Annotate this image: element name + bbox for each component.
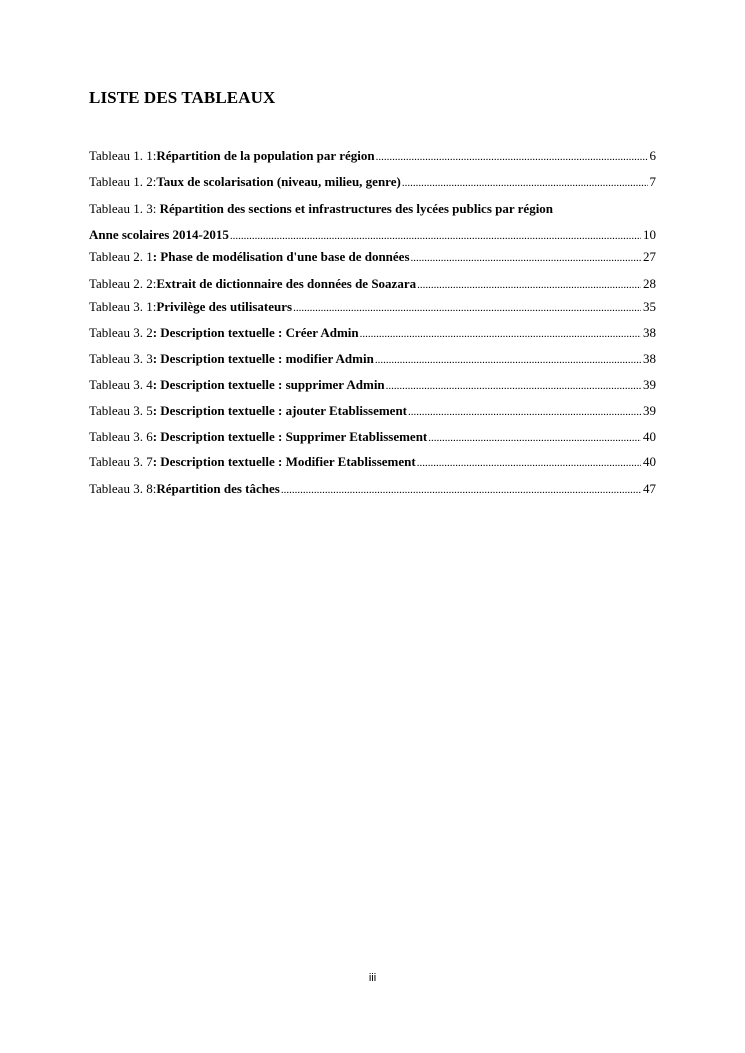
entry-number: Tableau 1. 3: xyxy=(89,201,160,216)
entry-title: Répartition de la population par région xyxy=(156,148,375,163)
leader-dots xyxy=(360,326,641,342)
entry-title: : Description textuelle : modifier Admin xyxy=(152,351,374,366)
entry-number: Tableau 3. 8: xyxy=(89,481,157,496)
entry-title: : Description textuelle : Modifier Etablissement xyxy=(152,454,416,469)
page-title: LISTE DES TABLEAUX xyxy=(89,88,276,107)
entry-number: Tableau 3. 2 xyxy=(89,325,153,340)
entry-page: 39 xyxy=(643,377,656,392)
entry-page: 38 xyxy=(643,325,656,340)
entry-number: Tableau 3. 5 xyxy=(89,403,153,418)
leader-dots xyxy=(281,482,641,498)
entry-page: 10 xyxy=(643,227,656,242)
entry-page: 40 xyxy=(643,429,656,444)
entry-page: 7 xyxy=(649,174,656,189)
entry-number: Tableau 3. 4 xyxy=(89,377,153,392)
entry-page: 27 xyxy=(643,249,656,264)
leader-dots xyxy=(386,378,641,394)
entry-title: : Description textuelle : Créer Admin xyxy=(152,325,359,340)
entry-title: : Description textuelle : ajouter Etablissement xyxy=(152,403,408,418)
entry-page: 6 xyxy=(649,148,656,163)
leader-dots xyxy=(402,175,648,191)
list-item[interactable] xyxy=(89,351,656,368)
entry-title: Répartition des sections et infrastructures des lycées publics par région xyxy=(159,201,554,216)
entry-number: Tableau 3. 6 xyxy=(89,429,153,444)
entry-number: Tableau 1. 2: xyxy=(89,174,157,189)
list-item[interactable] xyxy=(89,276,656,293)
list-item[interactable] xyxy=(89,429,656,446)
leader-dots xyxy=(375,352,641,368)
entry-page: 47 xyxy=(643,481,656,496)
entry-title: Taux de scolarisation (niveau, milieu, genre) xyxy=(156,174,401,189)
entry-page: 35 xyxy=(643,299,656,314)
entry-title: : Phase de modélisation d'une base de données xyxy=(152,249,410,264)
entry-title-continued: Anne scolaires 2014-2015 xyxy=(89,227,229,242)
entry-number: Tableau 3. 3 xyxy=(89,351,153,366)
entry-number: Tableau 2. 1 xyxy=(89,249,153,264)
leader-dots xyxy=(376,149,648,165)
entry-number: Tableau 3. 7 xyxy=(89,454,153,469)
entry-title: : Description textuelle : supprimer Admin xyxy=(152,377,385,392)
leader-dots xyxy=(230,228,641,244)
entry-title: Privilège des utilisateurs xyxy=(156,299,293,314)
list-item[interactable] xyxy=(89,148,656,165)
entry-page: 38 xyxy=(643,351,656,366)
leader-dots xyxy=(417,277,641,293)
entry-page: 28 xyxy=(643,276,656,291)
page-number: iii xyxy=(368,972,377,984)
list-item[interactable] xyxy=(89,377,656,394)
leader-dots xyxy=(408,404,641,420)
entry-page: 39 xyxy=(643,403,656,418)
entry-page: 40 xyxy=(643,454,656,469)
entry-title: Répartition des tâches xyxy=(156,481,280,496)
leader-dots xyxy=(428,430,641,446)
list-item[interactable] xyxy=(89,201,656,244)
entry-title: : Description textuelle : Supprimer Etablissement xyxy=(152,429,428,444)
list-item[interactable] xyxy=(89,481,656,498)
list-item[interactable] xyxy=(89,403,656,420)
leader-dots xyxy=(411,250,641,266)
entry-number: Tableau 2. 2: xyxy=(89,276,157,291)
list-item[interactable] xyxy=(89,299,656,316)
list-item[interactable] xyxy=(89,174,656,191)
entry-number: Tableau 3. 1: xyxy=(89,299,157,314)
list-item[interactable] xyxy=(89,454,656,471)
list-item[interactable] xyxy=(89,249,656,266)
entry-number: Tableau 1. 1: xyxy=(89,148,157,163)
leader-dots xyxy=(417,455,641,471)
entry-title: Extrait de dictionnaire des données de Soazara xyxy=(156,276,417,291)
leader-dots xyxy=(293,300,641,316)
list-item[interactable] xyxy=(89,325,656,342)
